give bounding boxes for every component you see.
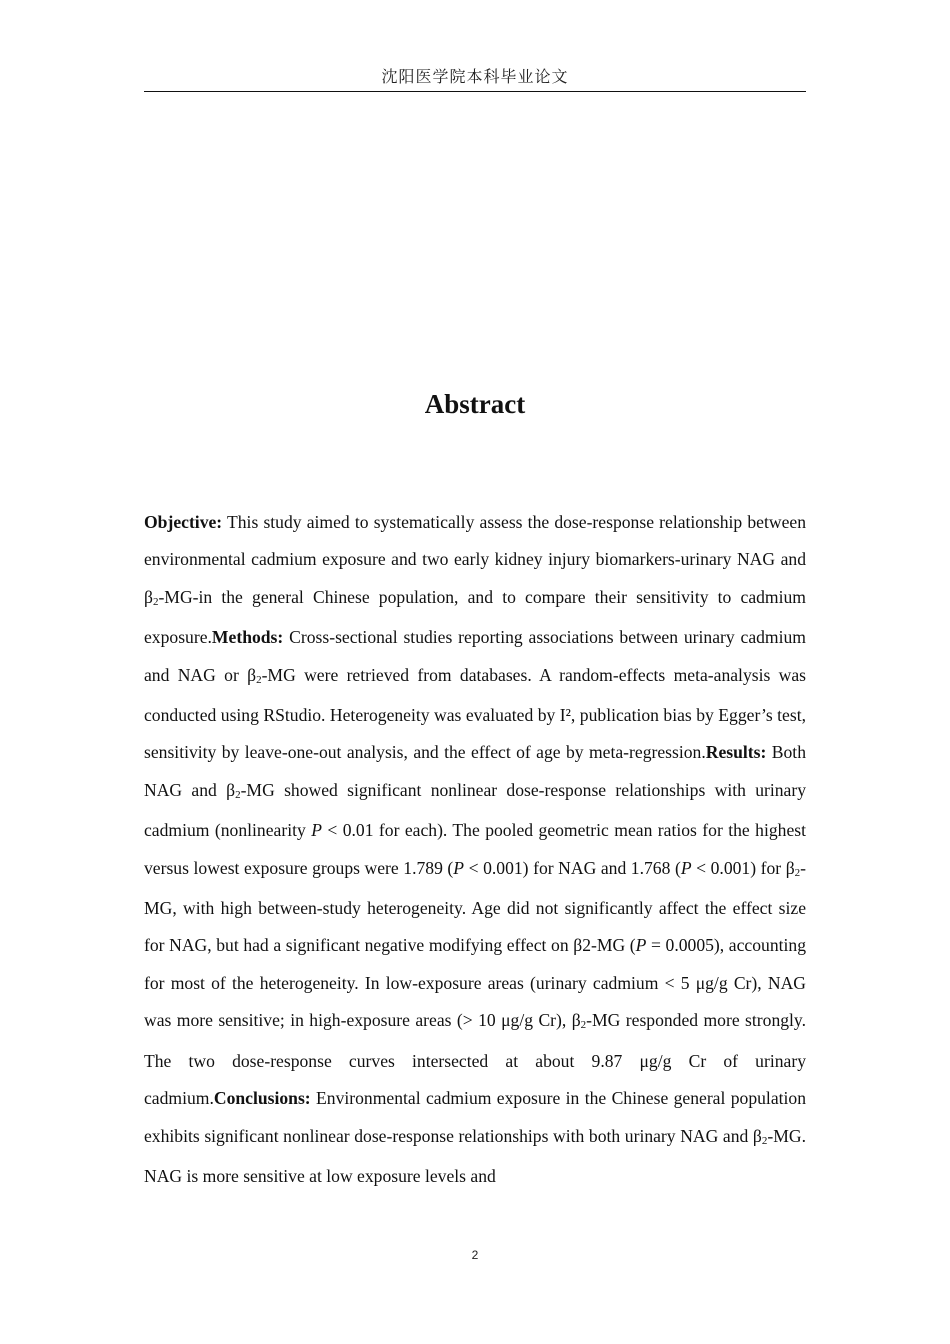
page-number: 2 — [471, 1248, 479, 1262]
p-symbol: P — [311, 820, 322, 841]
abstract-title: Abstract — [424, 389, 526, 419]
conclusions-text-b: -MG. NAG is more sensitive at low exposure levels and — [144, 1125, 806, 1186]
methods-text-b: -MG were retrieved from databases. A random-effects meta-analysis was conducted using RStudio. Heterogeneity was evaluated by I², publication bias by Egger’s test, sensitivity by leave-one-out analysis, and the effect of age by meta-regression. — [144, 664, 806, 763]
beta-subscript: 2 — [761, 1134, 768, 1147]
results-text-g: = 0.0005), accounting for most of the heterogeneity. In low-exposure areas (urinary cadmium < 5 μg/g Cr), NAG was more sensitive; in high-exposure areas (> 10 μg/g Cr), β — [144, 935, 806, 1031]
objective-text-b: -MG-in the general Chinese population, and to compare their sensitivity to cadmium exposure. — [144, 586, 806, 648]
results-text-d: < 0.001) for NAG and 1.768 ( — [464, 857, 681, 878]
beta-subscript: 2 — [235, 788, 241, 801]
p-symbol: P — [635, 935, 647, 956]
conclusions-text-a: Environmental cadmium exposure in the Chinese general population exhibits significant nonlinear dose-response relationships with both urinary NAG and β — [144, 1088, 806, 1146]
p-symbol: P — [453, 857, 465, 878]
beta-subscript: 2 — [794, 866, 801, 879]
beta-subscript: 2 — [152, 595, 159, 608]
results-text-c: < 0.01 for each). The pooled geometric mean ratios for the highest versus lowest exposure groups were 1.789 ( — [144, 820, 806, 878]
results-label: Results: — [705, 742, 767, 763]
results-text-a: Both NAG and β — [144, 742, 806, 800]
beta-subscript: 2 — [256, 673, 262, 686]
abstract-paragraph — [144, 504, 806, 1195]
header-rule — [144, 91, 806, 92]
running-header: 沈阳医学院本科毕业论文 — [381, 67, 569, 86]
p-symbol: P — [680, 857, 692, 878]
results-text-b: -MG showed significant nonlinear dose-response relationships with urinary cadmium (nonlinearity — [144, 779, 806, 841]
objective-text: This study aimed to systematically assess the dose-response relationship between environmental cadmium exposure and two early kidney injury biomarkers-urinary NAG and β — [144, 512, 806, 607]
objective-label: Objective: — [144, 512, 223, 532]
results-text-h: -MG responded more strongly. The two dose-response curves intersected at about 9.87 μg/g Cr of urinary cadmium. — [144, 1010, 806, 1109]
conclusions-label: Conclusions: — [213, 1088, 311, 1109]
methods-text-a: Cross-sectional studies reporting associations between urinary cadmium and NAG or β — [144, 627, 806, 685]
beta-subscript: 2 — [580, 1019, 587, 1032]
results-text-f: -MG, with high between-study heterogeneity. Age did not significantly affect the effect size for NAG, but had a significant negative modifying effect on β2-MG ( — [144, 857, 807, 956]
methods-label: Methods: — [211, 627, 284, 648]
results-text-e: < 0.001) for β — [691, 857, 795, 878]
